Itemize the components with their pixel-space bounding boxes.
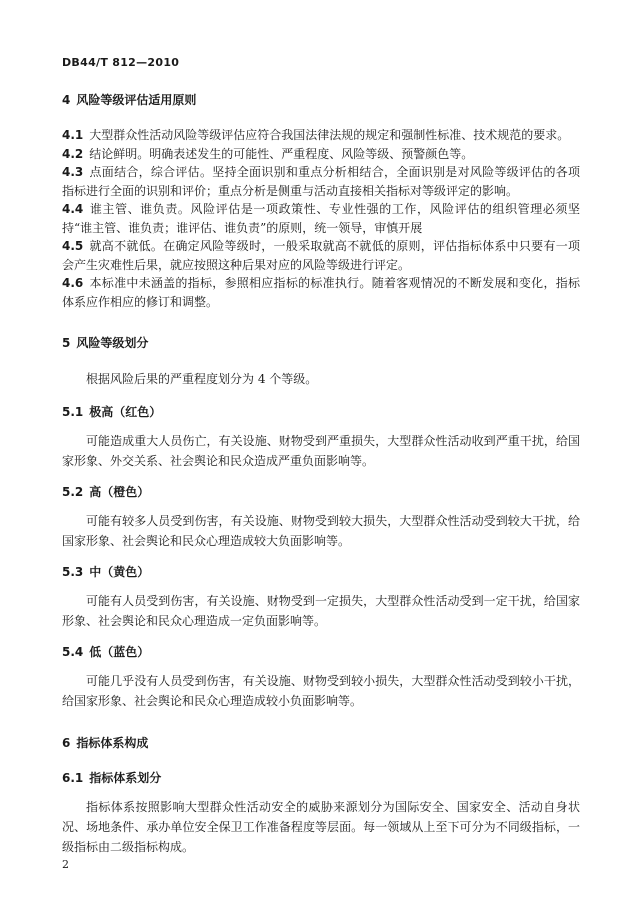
subsection-heading: 6.1 指标体系划分 [62, 771, 162, 785]
section-title: 风险等级划分 [76, 336, 149, 350]
clause-4-3: 4.3 点面结合，综合评估。坚持全面识别和重点分析相结合，全面识别是对风险等级评估的各项指标进行全面的识别和评价；重点分析是侧重与活动直接相关指标对等级评定的影响。 [62, 165, 580, 198]
section-number: 4 [62, 93, 71, 107]
subsection-text: 可能造成重大人员伤亡，有关设施、财物受到严重损失，大型群众性活动收到严重干扰，给国家形象、外交关系、社会舆论和民众造成严重负面影响等。 [62, 434, 580, 468]
section-number: 6 [62, 736, 71, 750]
section-4-heading [62, 92, 580, 108]
subsection-5-4 [62, 643, 580, 711]
section-6-heading [62, 735, 580, 751]
clause-4-5: 4.5 就高不就低。在确定风险等级时，一般采取就高不就低的原则，评估指标体系中只要有一项会产生灾难性后果，就应按照这种后果对应的风险等级进行评定。 [62, 239, 580, 272]
clause-4-1: 4.1 大型群众性活动风险等级评估应符合我国法律法规的规定和强制性标准、技术规范的要求。 [62, 128, 570, 142]
subsection-6-1 [62, 769, 580, 857]
subsection-heading: 5.1 极高（红色） [62, 405, 162, 419]
standard-code: DB44/T 812—2010 [62, 56, 180, 69]
clause-4-4: 4.4 谁主管、谁负责。风险评估是一项政策性、专业性强的工作，风险评估的组织管理必须坚持“谁主管、谁负责；谁评估、谁负责”的原则，统一领导，审慎开展 [62, 202, 580, 235]
subsection-5-3 [62, 563, 580, 631]
subsection-heading: 5.2 高（橙色） [62, 485, 150, 499]
section-5-intro: 根据风险后果的严重程度划分为 4 个等级。 [86, 372, 318, 386]
clause-4-6: 4.6 本标准中未涵盖的指标，参照相应指标的标准执行。随着客观情况的不断发展和变化，指标体系应作相应的修订和调整。 [62, 276, 580, 309]
document-body [62, 92, 580, 869]
subsection-heading: 5.3 中（黄色） [62, 565, 150, 579]
subsection-text: 可能有较多人员受到伤害，有关设施、财物受到较大损失，大型群众性活动受到较大干扰，给国家形象、社会舆论和民众心理造成较大负面影响等。 [62, 514, 580, 548]
subsection-text: 可能几乎没有人员受到伤害，有关设施、财物受到较小损失，大型群众性活动受到较小干扰，给国家形象、社会舆论和民众心理造成较小负面影响等。 [62, 674, 580, 708]
section-title: 指标体系构成 [76, 736, 149, 750]
subsection-5-2 [62, 483, 580, 551]
subsection-heading: 5.4 低（蓝色） [62, 645, 150, 659]
section-number: 5 [62, 336, 71, 350]
section-5-heading [62, 335, 580, 351]
subsection-text: 可能有人员受到伤害，有关设施、财物受到一定损失，大型群众性活动受到一定干扰，给国家形象、社会舆论和民众心理造成一定负面影响等。 [62, 594, 580, 628]
section-4-clauses [62, 126, 580, 311]
page-number: 2 [62, 858, 69, 871]
subsection-5-1 [62, 403, 580, 471]
clause-4-2: 4.2 结论鲜明。明确表述发生的可能性、严重程度、风险等级、预警颜色等。 [62, 146, 474, 161]
subsection-text: 指标体系按照影响大型群众性活动安全的威胁来源划分为国际安全、国家安全、活动自身状况、场地条件、承办单位安全保卫工作准备程度等层面。每一领域从上至下可分为不同级指标，一级指标由二级指标构成。 [62, 800, 580, 854]
section-title: 风险等级评估适用原则 [76, 93, 197, 107]
